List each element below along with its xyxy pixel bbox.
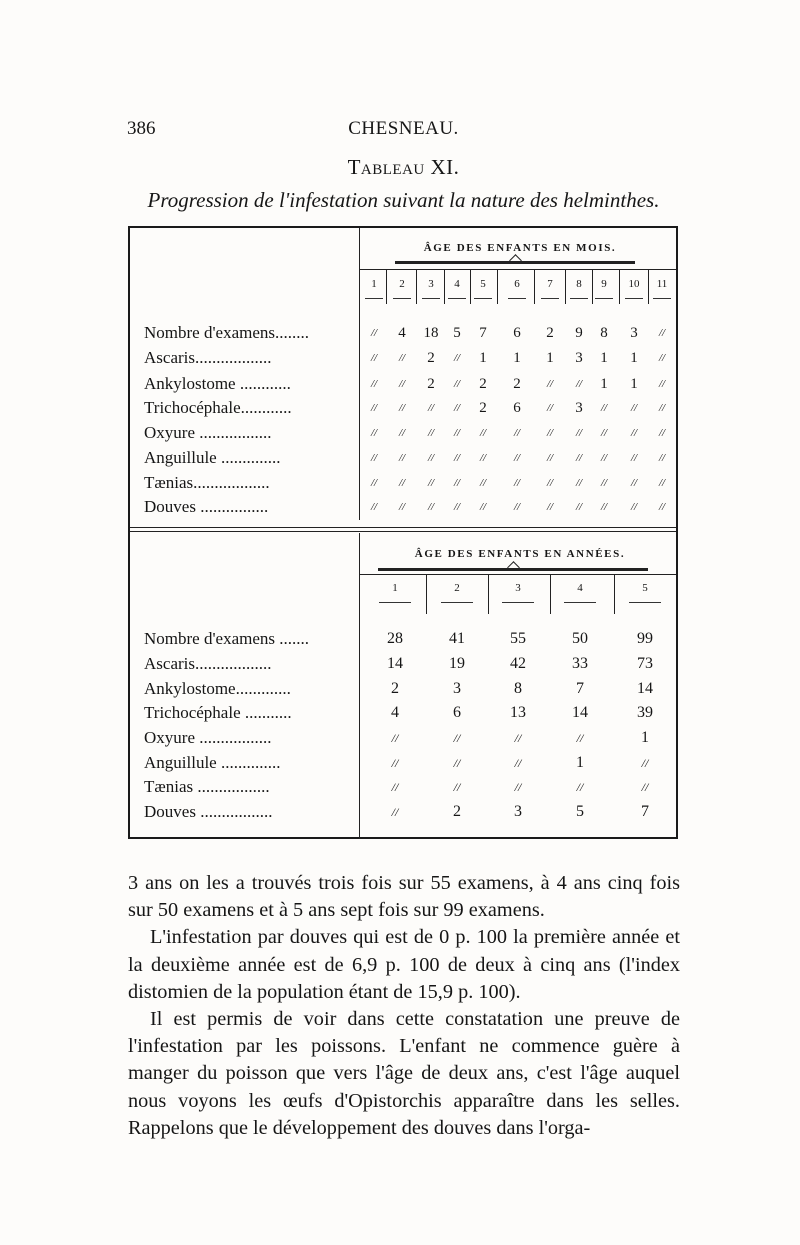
year-column-rule: [426, 574, 427, 614]
row-label: Anguillule ..............: [144, 753, 281, 772]
table-cell: //: [658, 452, 666, 464]
table-cell: 1: [641, 729, 649, 746]
month-column-header: 11: [656, 278, 668, 290]
table-cell: 14: [637, 680, 653, 697]
month-column-header: 3: [428, 278, 434, 290]
table-cell: 19: [449, 655, 465, 672]
row-label: Trichocéphale............: [144, 398, 292, 417]
column-dash: [653, 298, 671, 299]
table-cell: //: [370, 352, 378, 364]
month-column-rule: [534, 269, 535, 304]
row-label: Douves .................: [144, 802, 273, 821]
table-cell: 5: [453, 325, 461, 341]
table-cell: //: [514, 780, 522, 794]
table-cell: //: [630, 427, 638, 439]
table-cell: //: [427, 427, 435, 439]
table-cell: //: [370, 327, 378, 339]
table-cell: //: [453, 427, 461, 439]
table-cell: 1: [600, 376, 608, 392]
table-cell: //: [658, 402, 666, 414]
column-dash: [564, 602, 596, 603]
paragraph: L'infestation par douves qui est de 0 p. 100 la première année et la deuxième année est de 6,9 p. 100 de deux à cinq ans (l'index distomien de la population étant de 15,9 p. 100).: [128, 926, 680, 1003]
table-cell: //: [398, 402, 406, 414]
table-cell: 14: [572, 704, 588, 721]
table-cell: //: [641, 780, 649, 794]
table-cell: //: [453, 452, 461, 464]
table-cell: //: [546, 452, 554, 464]
row-label: Tænias..................: [144, 473, 270, 492]
table-cell: //: [453, 780, 461, 794]
table-cell: 28: [387, 630, 403, 647]
column-dash: [508, 298, 526, 299]
month-column-header: 10: [628, 278, 640, 290]
years-brace: [378, 568, 648, 571]
table-cell: //: [513, 477, 521, 489]
row-label: Ascaris..................: [144, 348, 272, 367]
table-cell: //: [513, 452, 521, 464]
month-column-rule: [592, 269, 593, 304]
table-cell: //: [575, 378, 583, 390]
table-cell: 41: [449, 630, 465, 647]
table-cell: //: [398, 427, 406, 439]
table-cell: 2: [427, 376, 435, 392]
column-dash: [474, 298, 492, 299]
table-number: Tableau XI.: [347, 155, 460, 179]
months-title: ÂGE DES ENFANTS EN MOIS.: [423, 242, 617, 254]
section-rule: [130, 527, 676, 528]
table-cell: //: [600, 402, 608, 414]
column-dash: [541, 298, 559, 299]
row-label: Ankylostome.............: [144, 679, 291, 698]
column-dash: [379, 602, 411, 603]
table-cell: //: [513, 427, 521, 439]
years-title: ÂGE DES ENFANTS EN ANNÉES.: [414, 548, 626, 560]
table-cell: //: [453, 378, 461, 390]
month-column-header: 5: [480, 278, 486, 290]
table-cell: //: [391, 805, 399, 819]
table-cell: 1: [546, 350, 554, 366]
table-cell: //: [398, 378, 406, 390]
table-cell: //: [370, 378, 378, 390]
column-dash: [448, 298, 466, 299]
table-cell: 4: [398, 325, 406, 341]
column-dash: [625, 298, 643, 299]
column-dash: [365, 298, 383, 299]
table-cell: //: [391, 780, 399, 794]
row-label: Anguillule ..............: [144, 448, 281, 467]
column-dash: [393, 298, 411, 299]
month-column-header: 6: [514, 278, 520, 290]
row-label: Nombre d'examens .......: [144, 629, 309, 648]
year-column-header: 3: [515, 582, 521, 594]
table-cell: 4: [391, 704, 399, 721]
table-cell: //: [546, 427, 554, 439]
table-cell: //: [513, 501, 521, 513]
table-cell: //: [398, 477, 406, 489]
table-cell: //: [600, 477, 608, 489]
table-cell: //: [427, 477, 435, 489]
table-cell: 2: [513, 376, 521, 392]
table-cell: //: [630, 477, 638, 489]
table-cell: //: [546, 501, 554, 513]
table-cell: //: [658, 427, 666, 439]
month-column-rule: [497, 269, 498, 304]
brace-tip: [507, 561, 520, 574]
table-cell: 13: [510, 704, 526, 721]
running-title: CHESNEAU.: [348, 118, 459, 139]
month-column-rule: [444, 269, 445, 304]
table-cell: //: [370, 452, 378, 464]
table-cell: 3: [630, 325, 638, 341]
table-cell: //: [658, 501, 666, 513]
row-label: Oxyure .................: [144, 728, 272, 747]
column-dash: [629, 602, 661, 603]
table-cell: //: [370, 427, 378, 439]
page-number: 386: [127, 118, 156, 139]
table-cell: //: [576, 731, 584, 745]
months-brace: [395, 261, 635, 264]
table-cell: 1: [600, 350, 608, 366]
month-column-rule: [386, 269, 387, 304]
table-cell: //: [453, 402, 461, 414]
table-cell: 5: [576, 803, 584, 820]
table-cell: //: [546, 378, 554, 390]
table-cell: //: [370, 477, 378, 489]
row-label: Nombre d'examens........: [144, 323, 309, 342]
table-cell: //: [398, 352, 406, 364]
table-cell: 8: [514, 680, 522, 697]
table-cell: 2: [479, 400, 487, 416]
table-cell: //: [641, 756, 649, 770]
table-cell: //: [391, 756, 399, 770]
year-column-rule: [550, 574, 551, 614]
month-column-rule: [416, 269, 417, 304]
table-cell: //: [658, 378, 666, 390]
column-dash: [570, 298, 588, 299]
row-label: Trichocéphale ...........: [144, 703, 292, 722]
table-cell: 1: [576, 754, 584, 771]
table-cell: //: [370, 402, 378, 414]
table-cell: //: [453, 477, 461, 489]
table-cell: //: [546, 477, 554, 489]
month-column-rule: [470, 269, 471, 304]
table-cell: 55: [510, 630, 526, 647]
year-column-rule: [488, 574, 489, 614]
table-cell: 1: [513, 350, 521, 366]
table-cell: 7: [641, 803, 649, 820]
month-column-header: 1: [371, 278, 377, 290]
table-cell: //: [398, 452, 406, 464]
table-cell: //: [391, 731, 399, 745]
table-cell: 1: [630, 376, 638, 392]
table-cell: //: [479, 477, 487, 489]
paragraph: Il est permis de voir dans cette constatation une preuve de l'infestation par les poissons. L'enfant ne commence guère à manger du poisson que vers l'âge de deux ans, c'est l'âge auquel nous voyons les œufs d'Opistorchis apparaître dans les selles. Rappelons que le développement des douves dans l'orga-: [128, 1008, 680, 1139]
table-cell: //: [576, 780, 584, 794]
table-cell: 18: [423, 325, 439, 341]
table-cell: //: [453, 731, 461, 745]
table-cell: 1: [630, 350, 638, 366]
table-cell: //: [630, 402, 638, 414]
column-dash: [502, 602, 534, 603]
month-column-header: 9: [601, 278, 607, 290]
table-cell: 1: [479, 350, 487, 366]
table-cell: 33: [572, 655, 588, 672]
paragraph-continuation: 3 ans on les a trouvés trois fois sur 55 examens, à 4 ans cinq fois sur 50 examens et à 5 ans sept fois sur 99 examens.: [128, 872, 680, 922]
body-text: [128, 870, 680, 1142]
table-cell: 2: [546, 325, 554, 341]
table-cell: //: [427, 452, 435, 464]
table-cell: 2: [453, 803, 461, 820]
months-header-rule: [359, 269, 676, 270]
table-cell: //: [630, 501, 638, 513]
table-cell: //: [398, 501, 406, 513]
table-cell: 3: [453, 680, 461, 697]
table-cell: 73: [637, 655, 653, 672]
table-cell: 7: [576, 680, 584, 697]
row-label: Douves ................: [144, 497, 269, 516]
running-head: [127, 118, 680, 146]
month-column-rule: [619, 269, 620, 304]
table-cell: 6: [513, 400, 521, 416]
table-cell: 3: [575, 400, 583, 416]
column-dash: [441, 602, 473, 603]
year-column-header: 5: [642, 582, 648, 594]
section-rule: [130, 531, 676, 532]
brace-tip: [509, 254, 522, 267]
month-column-header: 7: [547, 278, 553, 290]
table-cell: //: [427, 402, 435, 414]
month-column-rule: [648, 269, 649, 304]
table-cell: //: [658, 352, 666, 364]
table-cell: 9: [575, 325, 583, 341]
table-cell: 2: [391, 680, 399, 697]
years-divider: [359, 533, 360, 839]
year-column-rule: [614, 574, 615, 614]
table-cell: 42: [510, 655, 526, 672]
table-cell: 8: [600, 325, 608, 341]
table-cell: //: [453, 756, 461, 770]
row-label: Ankylostome ............: [144, 374, 291, 393]
year-column-header: 1: [392, 582, 398, 594]
table-cell: //: [600, 427, 608, 439]
year-column-header: 2: [454, 582, 460, 594]
table-cell: 2: [427, 350, 435, 366]
helminth-table: [128, 226, 678, 839]
month-column-header: 4: [454, 278, 460, 290]
table-cell: 6: [453, 704, 461, 721]
table-cell: //: [658, 477, 666, 489]
table-cell: 50: [572, 630, 588, 647]
table-cell: //: [514, 756, 522, 770]
table-cell: //: [630, 452, 638, 464]
table-cell: 14: [387, 655, 403, 672]
table-caption: Progression de l'infestation suivant la nature des helminthes.: [147, 188, 660, 212]
month-column-header: 2: [399, 278, 405, 290]
column-dash: [595, 298, 613, 299]
year-column-header: 4: [577, 582, 583, 594]
table-cell: 3: [575, 350, 583, 366]
table-cell: //: [575, 452, 583, 464]
table-cell: //: [600, 501, 608, 513]
table-cell: //: [479, 501, 487, 513]
table-cell: 39: [637, 704, 653, 721]
table-cell: //: [453, 352, 461, 364]
table-cell: //: [453, 501, 461, 513]
table-cell: 7: [479, 325, 487, 341]
table-cell: //: [546, 402, 554, 414]
table-cell: //: [575, 427, 583, 439]
table-cell: //: [514, 731, 522, 745]
table-cell: //: [427, 501, 435, 513]
table-cell: 3: [514, 803, 522, 820]
table-cell: //: [600, 452, 608, 464]
years-header-rule: [359, 574, 676, 575]
table-cell: //: [370, 501, 378, 513]
table-cell: 99: [637, 630, 653, 647]
month-column-rule: [565, 269, 566, 304]
column-dash: [422, 298, 440, 299]
table-cell: 6: [513, 325, 521, 341]
table-cell: //: [575, 501, 583, 513]
table-cell: 2: [479, 376, 487, 392]
row-label: Tænias .................: [144, 777, 270, 796]
table-cell: //: [575, 477, 583, 489]
table-cell: //: [479, 452, 487, 464]
table-cell: //: [658, 327, 666, 339]
month-column-header: 8: [576, 278, 582, 290]
row-label: Ascaris..................: [144, 654, 272, 673]
table-cell: //: [479, 427, 487, 439]
row-label: Oxyure .................: [144, 423, 272, 442]
